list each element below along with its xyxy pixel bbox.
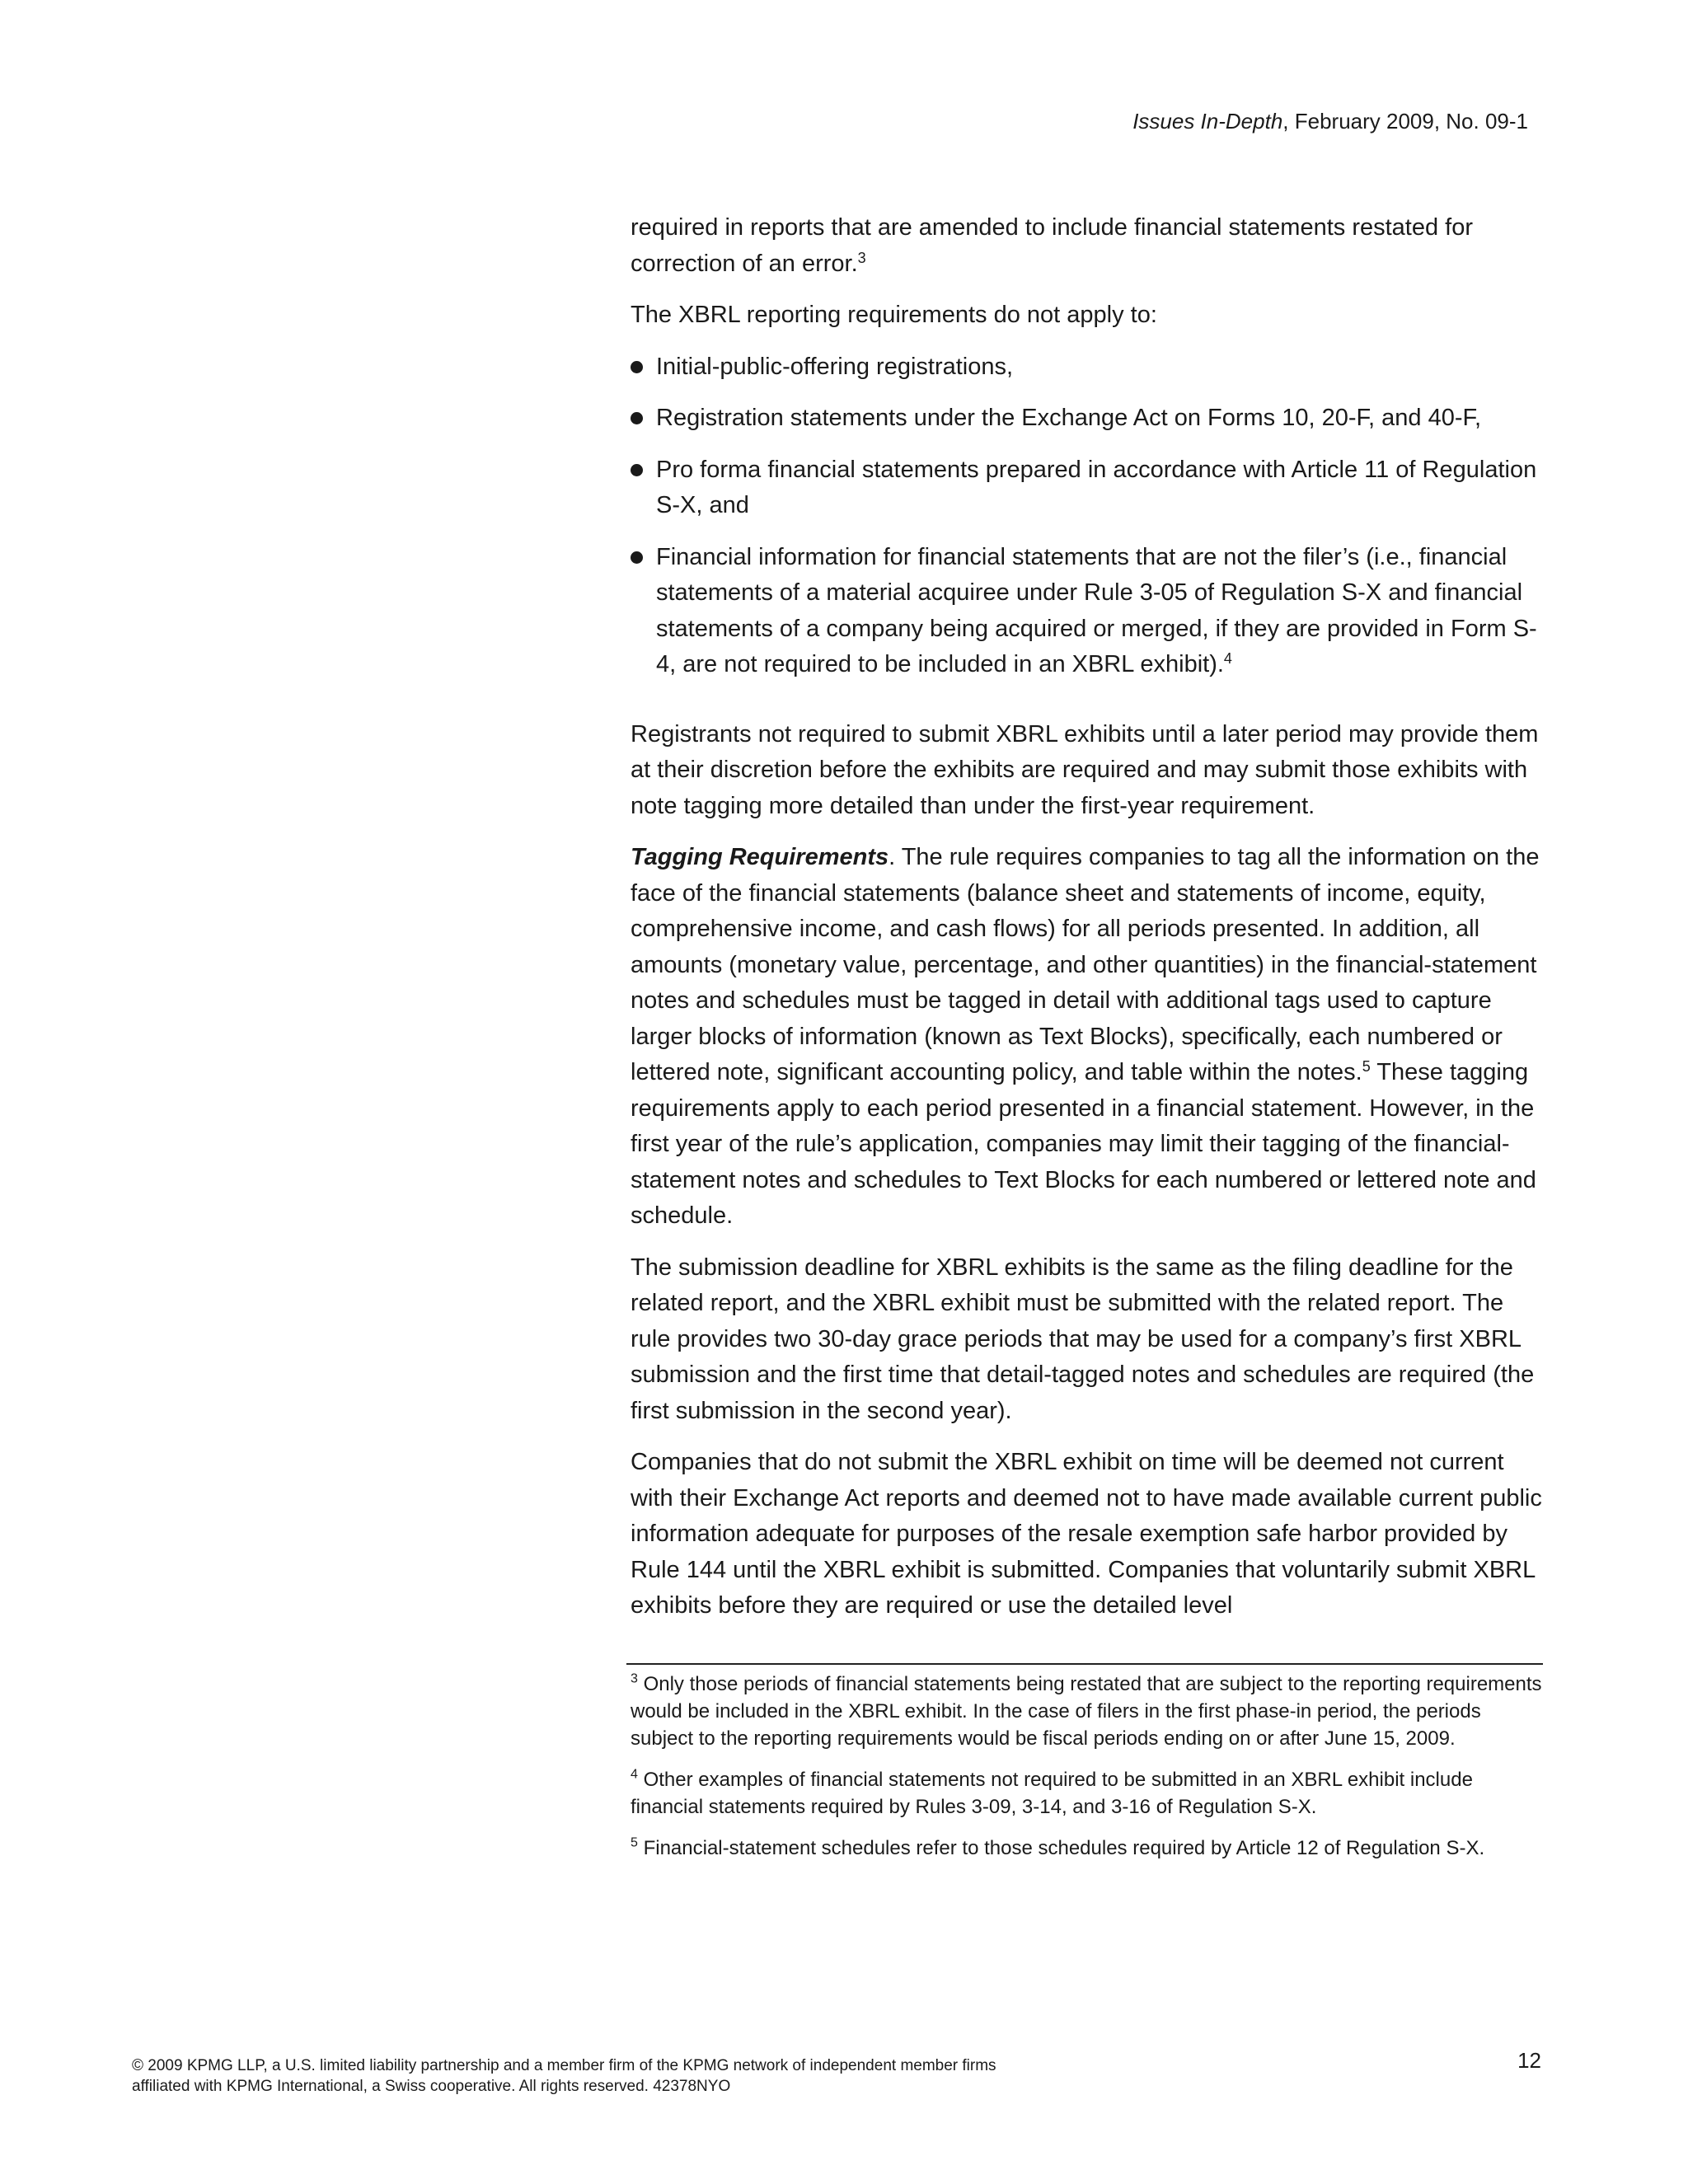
- main-text: [631, 210, 1545, 1640]
- paragraph-registrants: Registrants not required to submit XBRL exhibits until a later period may provide them at their discretion before the exhibits are required and may submit those exhibits with note tagging more detailed than under the first-year requirement.: [631, 720, 1539, 819]
- list-item: Pro forma financial statements prepared in accordance with Article 11 of Regulation S-X, and: [631, 452, 1545, 524]
- footnotes: [631, 1671, 1545, 1876]
- page-number: 12: [1517, 2048, 1541, 2073]
- bullet-icon: [631, 551, 643, 564]
- list-item: Registration statements under the Exchange Act on Forms 10, 20-F, and 40-F,: [631, 401, 1545, 437]
- list-item: Initial-public-offering registrations,: [631, 349, 1545, 386]
- paragraph-tagging: Tagging Requirements. The rule requires companies to tag all the information on the face of the financial statements (balance sheet and statements of income, equity, comprehensive income, and cash flows) for all periods presented. In addition, all amounts (monetary value, percentage, and other quantities) in the financial-statement notes and schedules must be tagged in detail with additional tags used to capture larger blocks of information (known as Text Blocks), specifically, each numbered or lettered note, significant accounting policy, and table within the notes.$^5$ These tagging requirements apply to each period presented in a financial statement. However, in the first year of the rule’s application, companies may limit their tagging of the financial-statement notes and schedules to Text Blocks for each numbered or lettered note and schedule.: [631, 844, 1540, 1229]
- bullet-icon: [631, 361, 643, 373]
- exemption-list: [631, 349, 1545, 683]
- publication-title: Issues In-Depth: [1132, 109, 1283, 134]
- footnote-ref-3: 3: [857, 249, 866, 266]
- footnote-ref-5: 5: [1362, 1058, 1371, 1076]
- tagging-heading: Tagging Requirements: [631, 844, 889, 870]
- issue-details: , February 2009, No. 09-1: [1282, 109, 1528, 134]
- copyright-notice: © 2009 KPMG LLP, a U.S. limited liability partnership and a member firm of the KPMG network of independent member firms affiliated with KPMG International, a Swiss cooperative. All rights reserved. 42378NYO: [132, 2057, 996, 2095]
- footnote-4: $^4$ Other examples of financial statements not required to be submitted in an XBRL exhibit include financial statements required by Rules 3-09, 3-14, and 3-16 of Regulation S-X.: [631, 1767, 1473, 1818]
- list-item: Financial information for financial statements that are not the filer’s (i.e., financial statements of a material acquiree under Rule 3-05 of Regulation S-X and financial statements of a company being acquired or merged, if they are provided in Form S-4, are not required to be included in an XBRL exhibit).$^4$: [631, 540, 1545, 683]
- footnote-3: $^3$ Only those periods of financial statements being restated that are subject to the reporting requirements would be included in the XBRL exhibit. In the case of filers in the first phase-in period, the periods subject to the reporting requirements would be fiscal periods ending on or after June 15, 2009.: [631, 1671, 1542, 1750]
- bullet-icon: [631, 464, 643, 476]
- footnote-divider: [626, 1663, 1543, 1665]
- footnote-5: $^5$ Financial-statement schedules refer to those schedules required by Article 12 of Regulation S-X.: [631, 1835, 1485, 1859]
- bullet-icon: [631, 412, 643, 424]
- paragraph-restated: required in reports that are amended to include financial statements restated for correction of an error.$^3$: [631, 214, 1474, 277]
- footnote-ref-4: 4: [1223, 650, 1232, 668]
- paragraph-late-submission: Companies that do not submit the XBRL exhibit on time will be deemed not current with their Exchange Act reports and deemed not to have made available current public information adequate for purposes of the resale exemption safe harbor provided by Rule 144 until the XBRL exhibit is submitted. Companies that voluntarily submit XBRL exhibits before they are required or use the detailed level: [631, 1449, 1542, 1619]
- running-header: [1132, 108, 1528, 134]
- paragraph-not-apply: The XBRL reporting requirements do not apply to:: [631, 302, 1157, 328]
- paragraph-deadline: The submission deadline for XBRL exhibits is the same as the filing deadline for the related report, and the XBRL exhibit must be submitted with the related report. The rule provides two 30-day grace periods that may be used for a company’s first XBRL submission and the first time that detail-tagged notes and schedules are required (the first submission in the second year).: [631, 1254, 1535, 1424]
